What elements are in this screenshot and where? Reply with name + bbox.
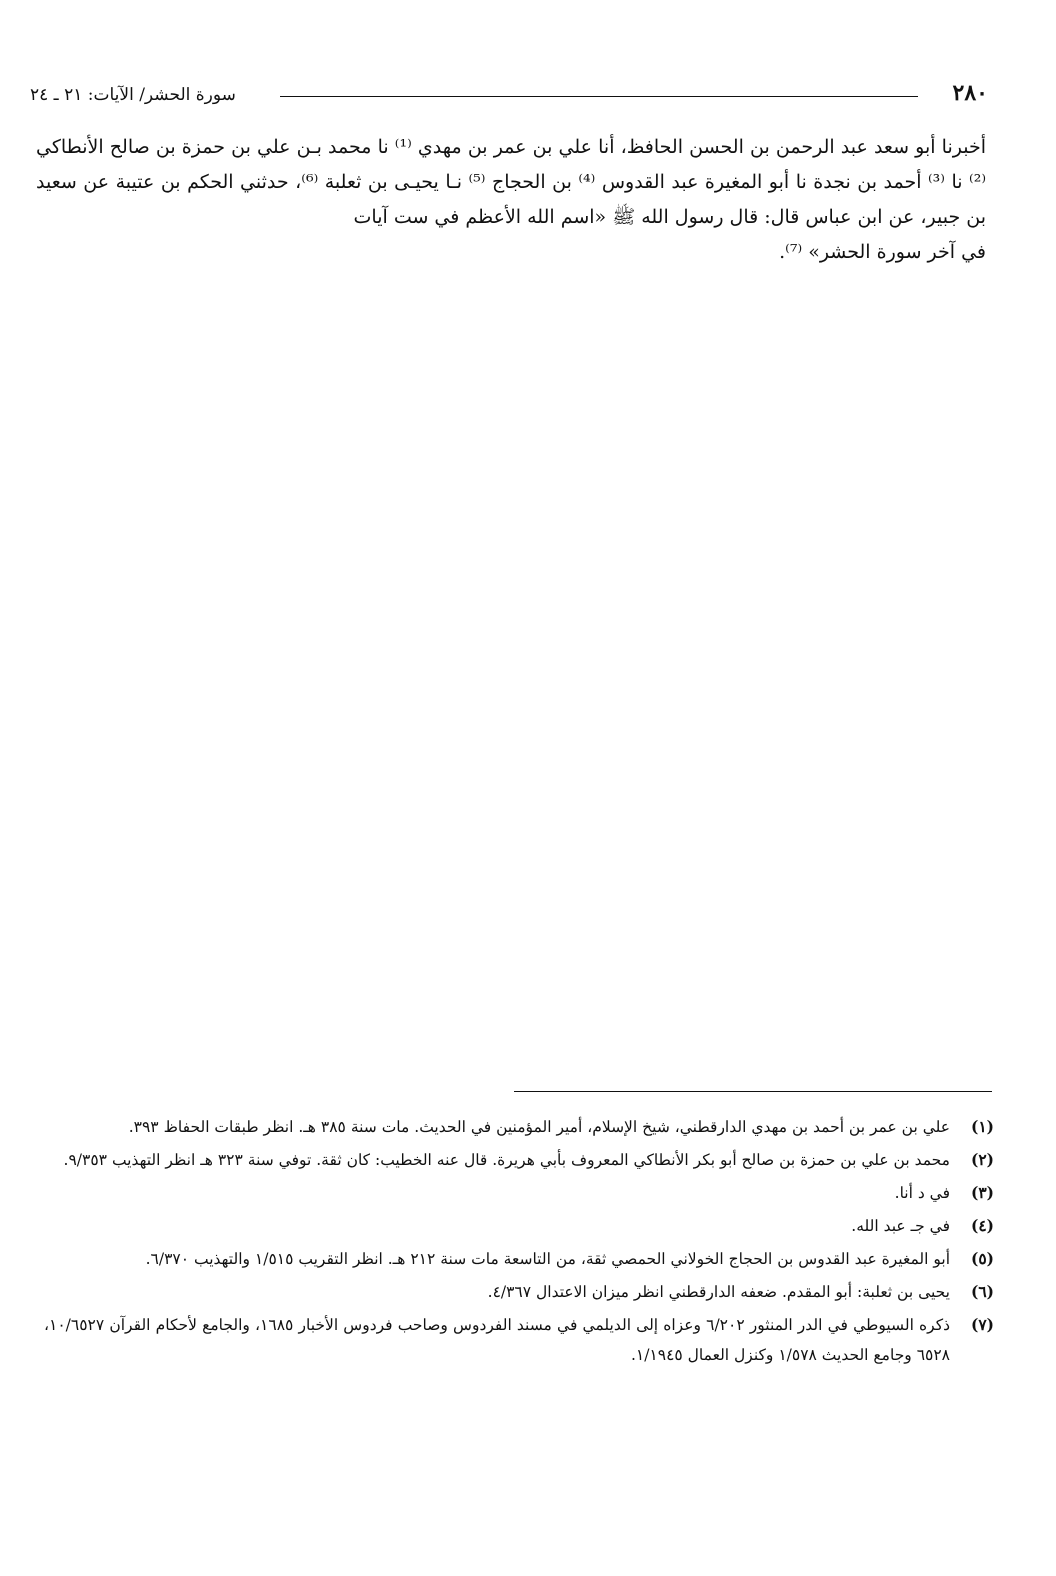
footnote-number: (٦) (970, 1282, 994, 1301)
footnote-number: (٥) (970, 1249, 994, 1268)
footnote-text: ذكره السيوطي في الدر المنثور ٦/٢٠٢ وعزاه إلى الديلمي في مسند الفردوس وصاحب فردوس الأخبار ١٦٨٥، والجامع لأحكام القرآن ١٠/٦٥٢٧، ٦٥٢٨ وجامع الحديث ١/٥٧٨ وكنزل العمال ١/١٩٤٥. (44, 1316, 951, 1364)
footnote-7 (44, 1310, 994, 1370)
footnote-text: علي بن عمر بن أحمد بن مهدي الدارقطني، شيخ الإسلام، أمير المؤمنين في الحديث. مات سنة ٣٨٥ هـ. انظر طبقات الحفاظ ٣٩٣. (128, 1118, 950, 1136)
footnote-1 (44, 1112, 994, 1142)
header-rule (280, 96, 918, 97)
footnote-text: محمد بن علي بن حمزة بن صالح أبو بكر الأنطاكي المعروف بأبي هريرة. قال عنه الخطيب: كان ثقة. توفي سنة ٣٢٣ هـ انظر التهذيب ٩/٣٥٣. (63, 1151, 950, 1169)
footnote-text: أبو المغيرة عبد القدوس بن الحجاج الخولاني الحمصي ثقة، من التاسعة مات سنة ٢١٢ هـ. انظر التقريب ١/٥١٥ والتهذيب ٦/٣٧٠. (145, 1250, 950, 1268)
body-paragraph-last-line: في آخر سورة الحشر» ⁽⁷⁾. (779, 241, 986, 263)
footnote-4 (44, 1211, 994, 1241)
footnote-3 (44, 1178, 994, 1208)
footnote-number: (٢) (970, 1150, 994, 1169)
footnotes (44, 1112, 994, 1373)
footnote-text: في جـ عبد الله. (851, 1217, 950, 1235)
footnote-number: (٣) (970, 1183, 994, 1202)
footnote-text: في د أنا. (894, 1184, 950, 1202)
page-number: ٢٨٠ (952, 80, 988, 106)
footnote-number: (٧) (970, 1315, 994, 1334)
footnote-6 (44, 1277, 994, 1307)
page-header (30, 78, 988, 112)
footnote-text: يحيى بن ثعلبة: أبو المقدم. ضعفه الدارقطني انظر ميزان الاعتدال ٤/٣٦٧. (487, 1283, 950, 1301)
footnote-number: (١) (970, 1117, 994, 1136)
footnote-5 (44, 1244, 994, 1274)
body-paragraph: أخبرنا أبو سعد عبد الرحمن بن الحسن الحافظ، أنا علي بن عمر بن مهدي ⁽¹⁾ نا محمد بـن علي بن حمزة بن صالح الأنطاكي ⁽²⁾ نا ⁽³⁾ أحمد بن نجدة نا أبو المغيرة عبد القدوس ⁽⁴⁾ بن الحجاج ⁽⁵⁾ نـا يحيـى بن ثعلبة ⁽⁶⁾، حدثني الحكم بن عتيبة عن سعيد بن جبير، عن ابن عباس قال: قال رسول الله ﷺ «اسم الله الأعظم في ست آيات (36, 136, 986, 228)
main-text (36, 130, 986, 270)
footnote-number: (٤) (970, 1216, 994, 1235)
footnote-separator (514, 1091, 992, 1092)
running-title: سورة الحشر/ الآيات: ٢١ ـ ٢٤ (30, 85, 236, 105)
footnote-2 (44, 1145, 994, 1175)
